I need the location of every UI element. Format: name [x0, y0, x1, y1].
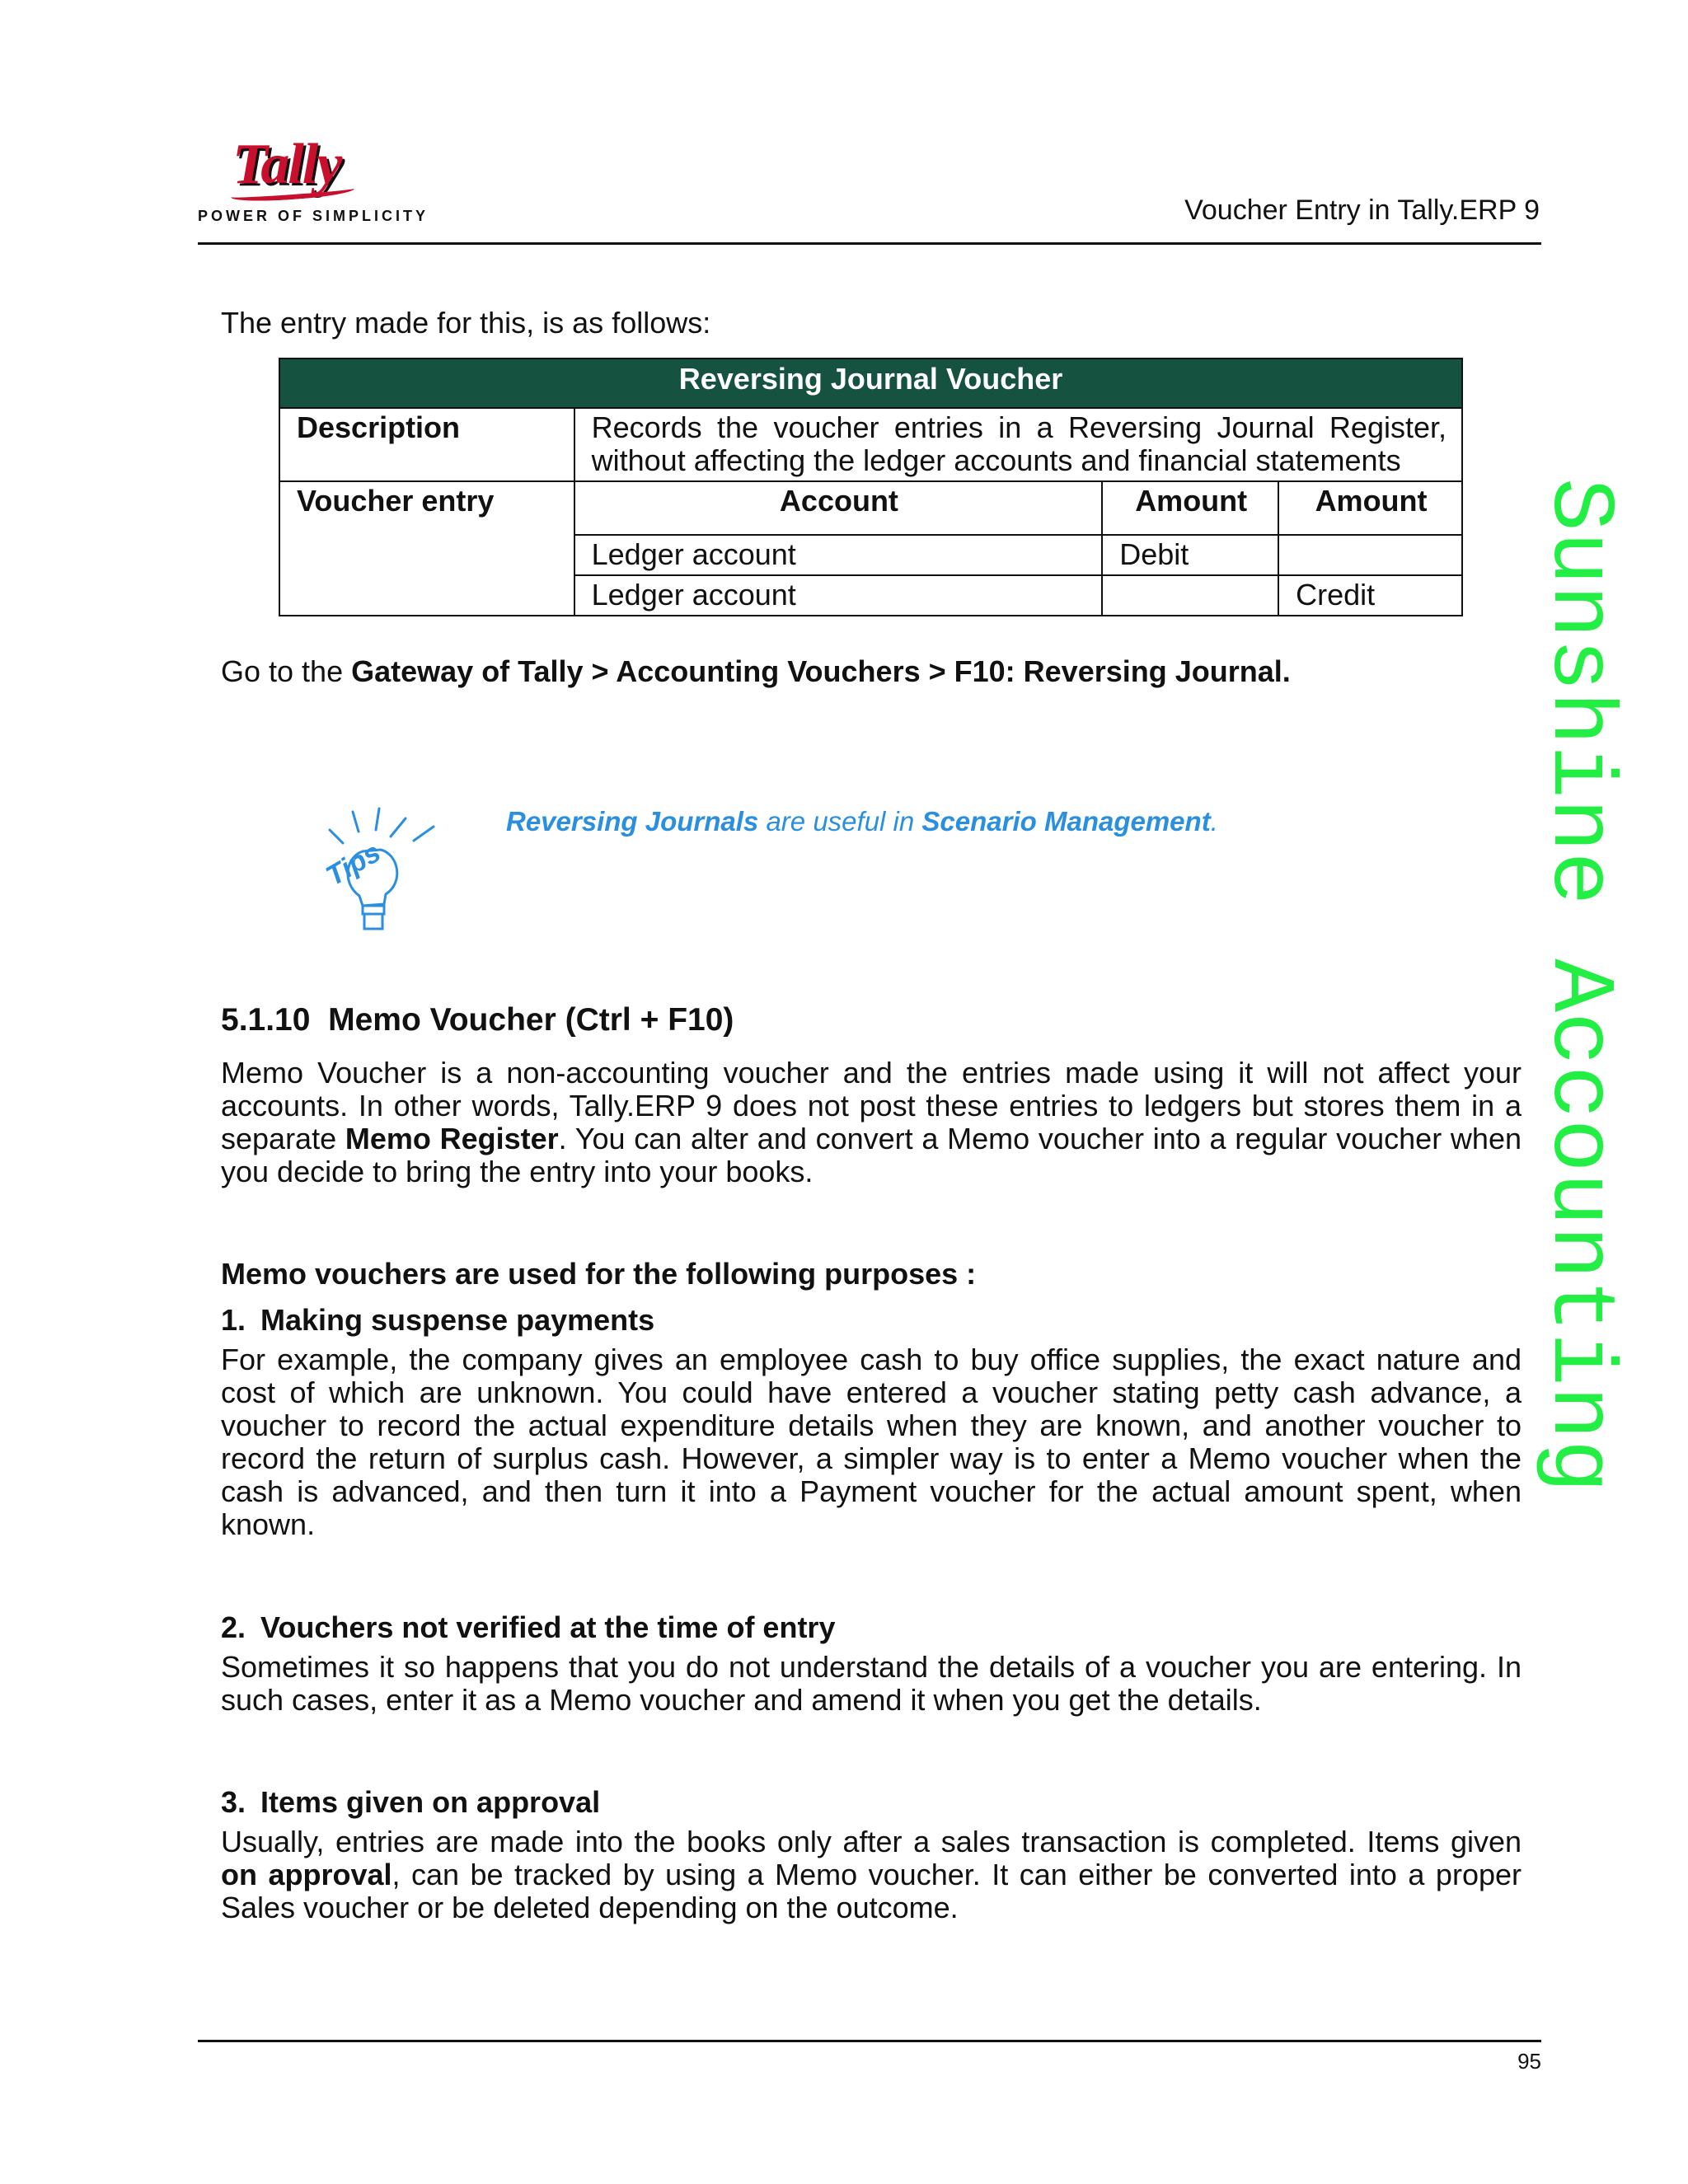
list-item-number: 1.	[221, 1303, 246, 1337]
description-label: Description	[279, 408, 574, 481]
table-cell	[1278, 535, 1462, 575]
para-text: , can be tracked by using a Memo voucher. It can either be converted into a proper Sales voucher or be deleted depending on the outcome.	[221, 1858, 1522, 1924]
logo-tagline: POWER OF SIMPLICITY	[198, 208, 429, 224]
description-text: Records the voucher entries in a Reversing Journal Register, without affecting the ledger accounts and financial statements	[574, 408, 1462, 481]
gateway-path: Gateway of Tally > Accounting Vouchers > F10: Reversing Journal.	[351, 654, 1291, 688]
tip-middle: are useful in	[758, 806, 922, 837]
tip-term: Reversing Journals	[506, 806, 759, 837]
list-item-title: Vouchers not verified at the time of entry	[260, 1610, 836, 1644]
para-text: Memo Voucher is a non-accounting voucher and the entries made using it will not affect your accounts. In other words, Tally.ERP 9 does not post these entries to ledgers but stores them in a separate	[221, 1056, 1522, 1155]
running-head: Voucher Entry in Tally.ERP 9	[1184, 194, 1540, 226]
list-item-text	[221, 1825, 1522, 1924]
section-heading: 5.1.10 Memo Voucher (Ctrl + F10)	[221, 1002, 734, 1038]
list-item-number: 2.	[221, 1610, 246, 1644]
table-cell: Ledger account	[574, 575, 1103, 616]
table-cell: Debit	[1102, 535, 1278, 575]
para-text: . You can alter and convert a Memo voucher into a regular voucher when you decide to bring the entry into your books.	[221, 1122, 1522, 1188]
purposes-heading: Memo vouchers are used for the following purposes :	[221, 1257, 977, 1291]
para-bold-term: Memo Register	[345, 1122, 559, 1155]
page-number: 95	[1517, 2049, 1541, 2074]
footer-divider	[198, 2040, 1541, 2042]
list-item-number: 3.	[221, 1785, 246, 1819]
column-header-account: Account	[574, 481, 1103, 535]
tips-lightbulb-icon	[313, 804, 462, 931]
watermark: Sunshine Accounting	[1528, 478, 1629, 1493]
list-item-heading	[221, 1785, 600, 1820]
list-item-text: For example, the company gives an employee cash to buy office supplies, the exact nature and cost of which are unknown. You could have entered a voucher stating petty cash advance, a voucher to record the actual expenditure details when they are known, and another voucher to record the return of surplus cash. However, a simpler way is to enter a Memo voucher when the cash is advanced, and then turn it into a Payment voucher for the actual amount spent, when known.	[221, 1343, 1522, 1541]
logo-wordmark: Tally	[232, 133, 341, 196]
tips-icon-label: Tips	[321, 837, 387, 893]
table-cell: Credit	[1278, 575, 1462, 616]
table-title: Reversing Journal Voucher	[279, 359, 1462, 408]
tip-term: Scenario Management	[921, 806, 1211, 837]
gateway-instruction	[221, 655, 1291, 688]
table-cell	[1102, 575, 1278, 616]
list-item-heading	[221, 1303, 654, 1338]
list-item-title: Making suspense payments	[260, 1303, 655, 1337]
table-title-row	[279, 359, 1462, 408]
header-divider	[198, 242, 1541, 245]
para-text: Usually, entries are made into the books only after a sales transaction is completed. Items given	[221, 1825, 1522, 1858]
memo-voucher-paragraph	[221, 1057, 1522, 1188]
list-item-text: Sometimes it so happens that you do not understand the details of a voucher you are entering. In such cases, enter it as a Memo voucher and amend it when you get the details.	[221, 1650, 1522, 1717]
list-item-heading	[221, 1610, 835, 1645]
gateway-prefix: Go to the	[221, 654, 352, 688]
table-row	[279, 408, 1462, 481]
column-header-amount: Amount	[1102, 481, 1278, 535]
voucher-entry-label: Voucher entry	[279, 481, 574, 616]
para-bold-term: on approval	[221, 1858, 392, 1891]
reversing-journal-table	[279, 358, 1463, 616]
list-item-title: Items given on approval	[260, 1785, 601, 1819]
table-cell: Ledger account	[574, 535, 1103, 575]
table-row	[279, 481, 1462, 535]
tally-logo	[198, 132, 429, 227]
column-header-amount: Amount	[1278, 481, 1462, 535]
intro-text: The entry made for this, is as follows:	[221, 306, 711, 340]
tip-text	[506, 806, 1218, 837]
tip-end: .	[1210, 806, 1218, 837]
